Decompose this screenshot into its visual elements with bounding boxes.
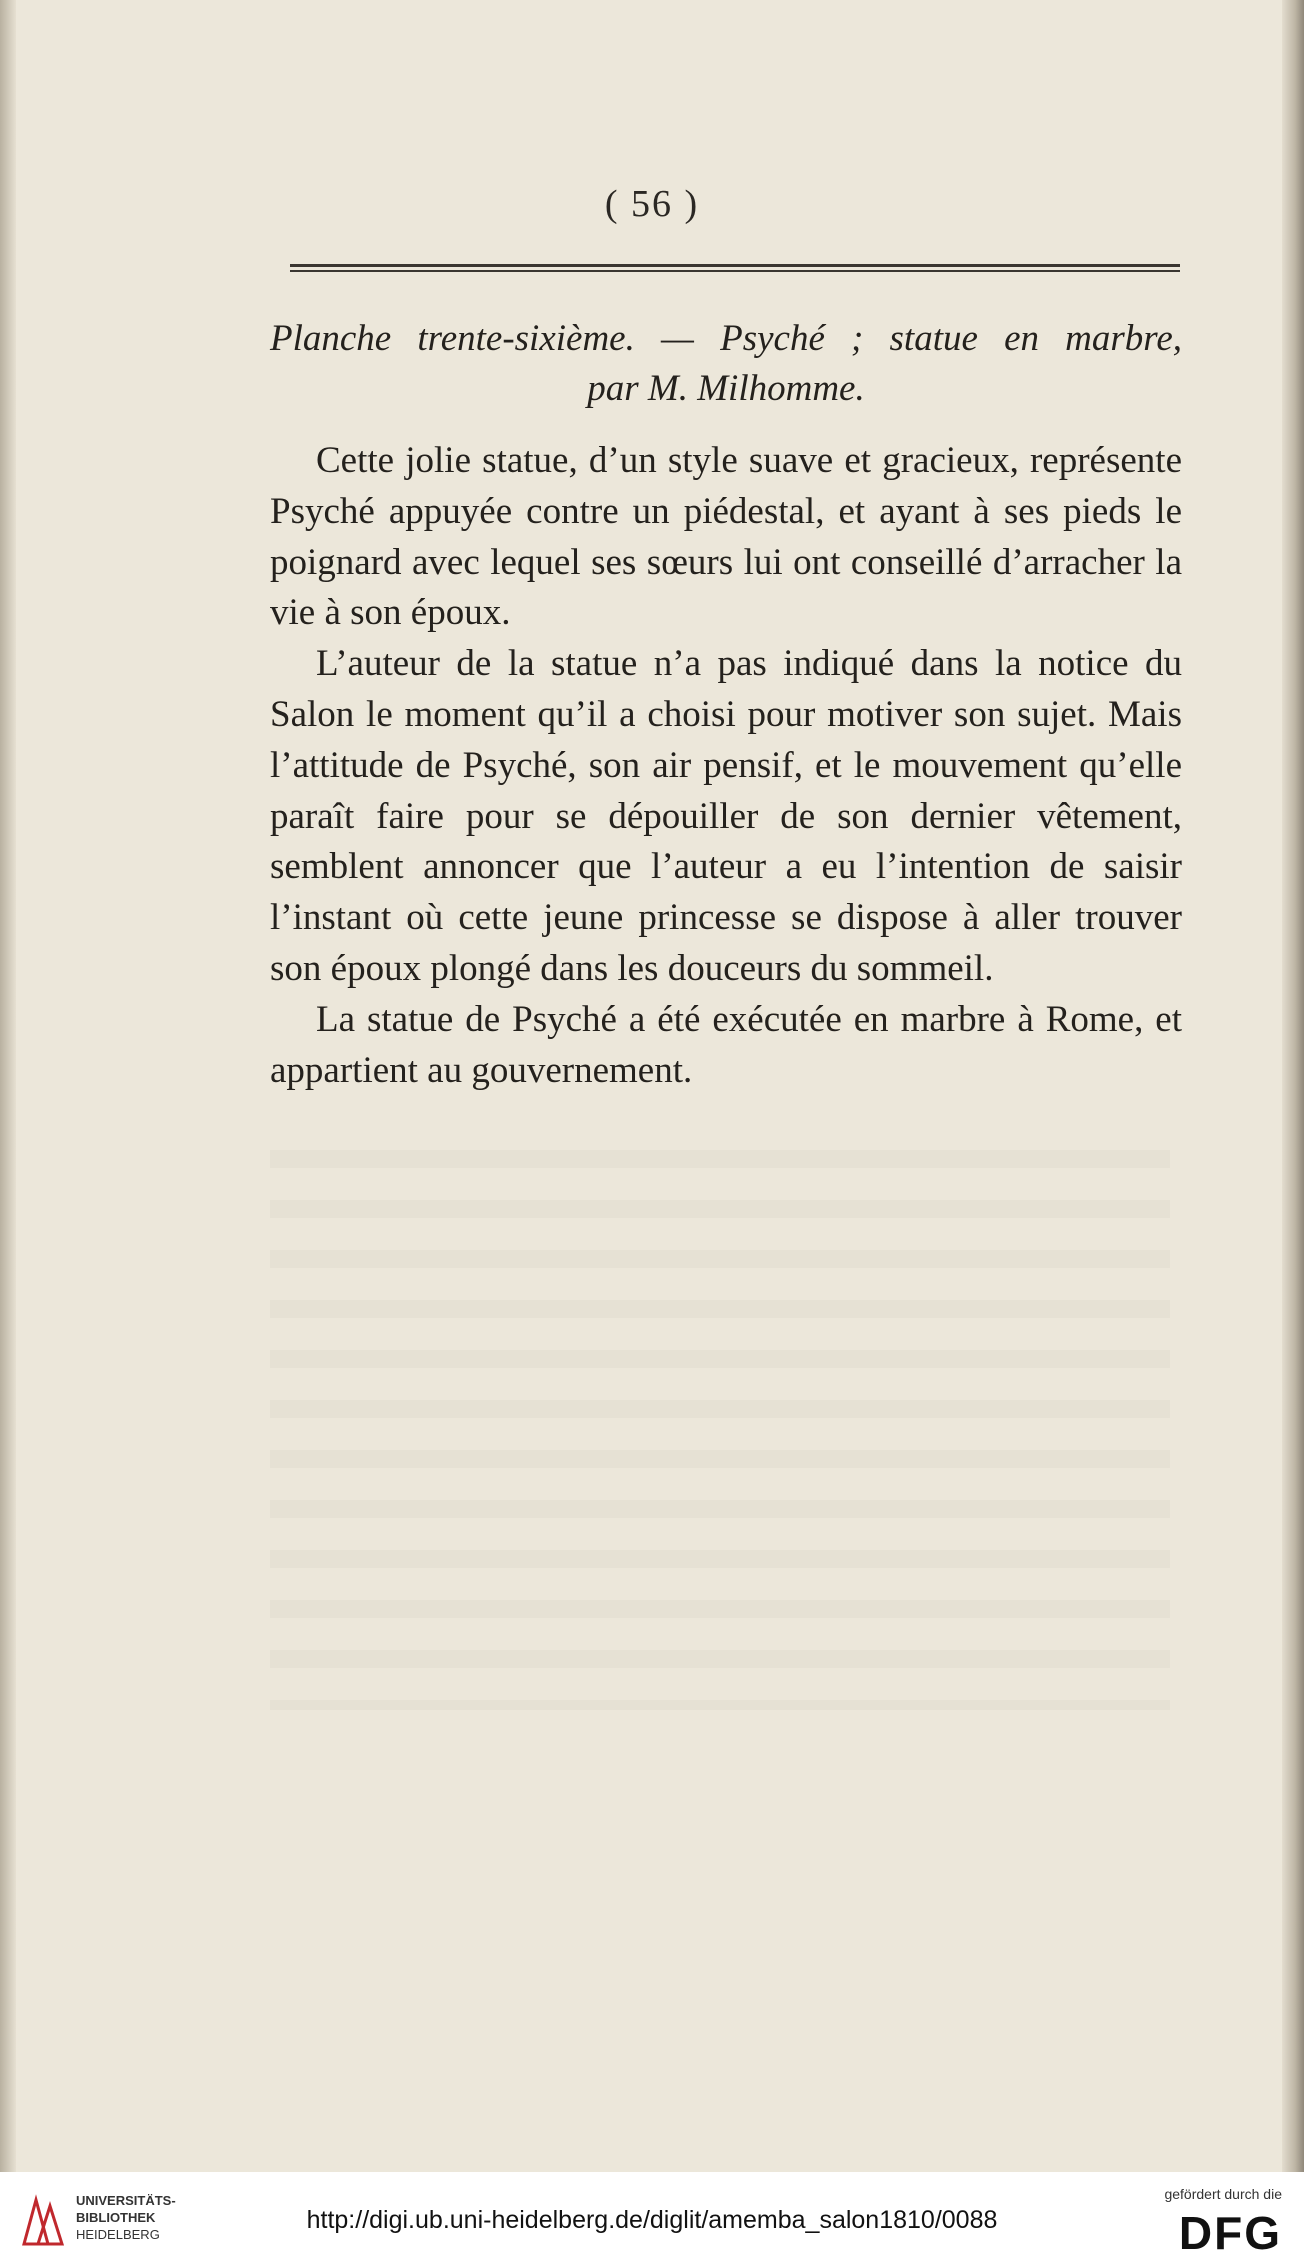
paragraph: L’auteur de la statue n’a pas indiqué dans la notice du Salon le moment qu’il a choisi pour motiver son sujet. Mais l’attitude de Psyché, son air pensif, et le mouvement qu’elle paraît faire pour se dépouiller de son dernier vêtement, semblent annoncer que l’auteur a eu l’intention de saisir l’instant où cette jeune princesse se dispose à aller trouver son époux plongé dans les douceurs du sommeil. bbox=[270, 643, 1182, 989]
plate-heading-line2: par M. Milhomme. bbox=[587, 368, 865, 409]
viewer-footer bbox=[0, 2172, 1304, 2267]
paragraph: La statue de Psyché a été exécutée en marbre à Rome, et appartient au gouvernement. bbox=[270, 998, 1182, 1091]
library-name-line: UNIVERSITÄTS- bbox=[76, 2193, 176, 2208]
bleed-through-text bbox=[270, 1150, 1170, 1710]
plate-heading bbox=[270, 314, 1182, 414]
funding-label: gefördert durch die bbox=[1164, 2186, 1282, 2202]
page-text bbox=[270, 314, 1182, 1096]
header-rule-thin bbox=[290, 270, 1180, 272]
permalink-url[interactable]: http://digi.ub.uni-heidelberg.de/diglit/amemba_salon1810/0088 bbox=[306, 2206, 998, 2234]
library-name-line: HEIDELBERG bbox=[76, 2227, 160, 2242]
dfg-logo: DFG bbox=[1178, 2207, 1282, 2259]
page-number: ( 56 ) bbox=[604, 183, 700, 225]
page-edge-shadow bbox=[1282, 0, 1304, 2172]
page-spine-shadow bbox=[0, 0, 16, 2172]
plate-heading-line1: Planche trente-sixième. — Psyché ; statue en marbre, bbox=[270, 318, 1182, 359]
header-rule bbox=[290, 264, 1180, 267]
paragraph: Cette jolie statue, d’un style suave et gracieux, représente Psyché appuyée contre un piédestal, et ayant à ses pieds le poignard avec lequel ses sœurs lui ont conseillé d’arracher la vie à son époux. bbox=[270, 440, 1182, 634]
library-name-line: BIBLIOTHEK bbox=[76, 2210, 156, 2225]
